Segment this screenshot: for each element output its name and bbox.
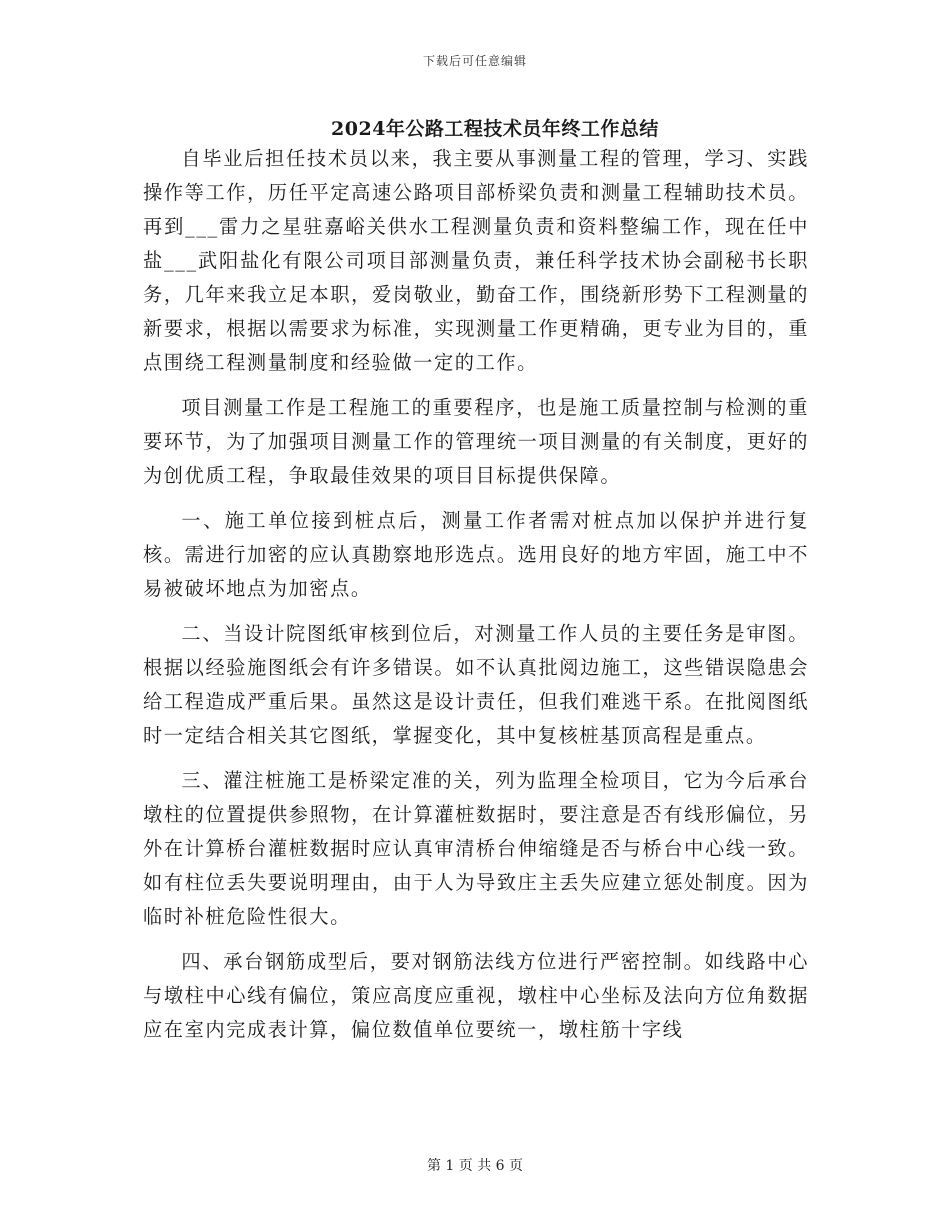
document-body [143,142,809,1058]
paragraph-item-3: 三、灌注桩施工是桥梁定准的关，列为监理全检项目，它为今后承台墩柱的位置提供参照物，在计算灌桩数据时，要注意是否有线形偏位，另外在计算桥台灌桩数据时应认真审清桥台伸缩缝是否与桥台中心线一致。如有柱位丢失要说明理由，由于人为导致庄主丢失应建立惩处制度。因为临时补桩危险性很大。 [143,769,809,928]
paragraph-item-2: 二、当设计院图纸审核到位后，对测量工作人员的主要任务是审图。根据以经验施图纸会有许多错误。如不认真批阅边施工，这些错误隐患会给工程造成严重后果。虽然这是设计责任，但我们难逃干系。在批阅图纸时一定结合相关其它图纸，掌握变化，其中复核桩基顶高程是重点。 [143,622,809,747]
paragraph-intro: 自毕业后担任技术员以来，我主要从事测量工程的管理，学习、实践操作等工作，历任平定高速公路项目部桥梁负责和测量工程辅助技术员。再到___雷力之星驻嘉峪关供水工程测量负责和资料整编工作，现在任中盐___武阳盐化有限公司项目部测量负责，兼任科学技术协会副秘书长职务，几年来我立足本职，爱岗敬业，勤奋工作，围绕新形势下工程测量的新要求，根据以需要求为标准，实现测量工作更精确，更专业为目的，重点围绕工程测量制度和经验做一定的工作。 [143,147,809,374]
download-note: 下载后可任意编辑 [422,54,527,68]
document-title: 2024年公路工程技术员年终工作总结 [331,118,659,140]
paragraph-item-1: 一、施工单位接到桩点后，测量工作者需对桩点加以保护并进行复核。需进行加密的应认真勘察地形选点。选用良好的地方牢固，施工中不易被破坏地点为加密点。 [143,509,809,600]
paragraph-overview: 项目测量工作是工程施工的重要程序，也是施工质量控制与检测的重要环节，为了加强项目测量工作的管理统一项目测量的有关制度，更好的为创优质工程，争取最佳效果的项目目标提供保障。 [143,396,809,487]
paragraph-item-4: 四、承台钢筋成型后，要对钢筋法线方位进行严密控制。如线路中心与墩柱中心线有偏位，策应高度应重视，墩柱中心坐标及法向方位角数据应在室内完成表计算，偏位数值单位要统一，墩柱筋十字线 [143,950,809,1041]
page-number: 第 1 页 共 6 页 [426,1158,524,1174]
